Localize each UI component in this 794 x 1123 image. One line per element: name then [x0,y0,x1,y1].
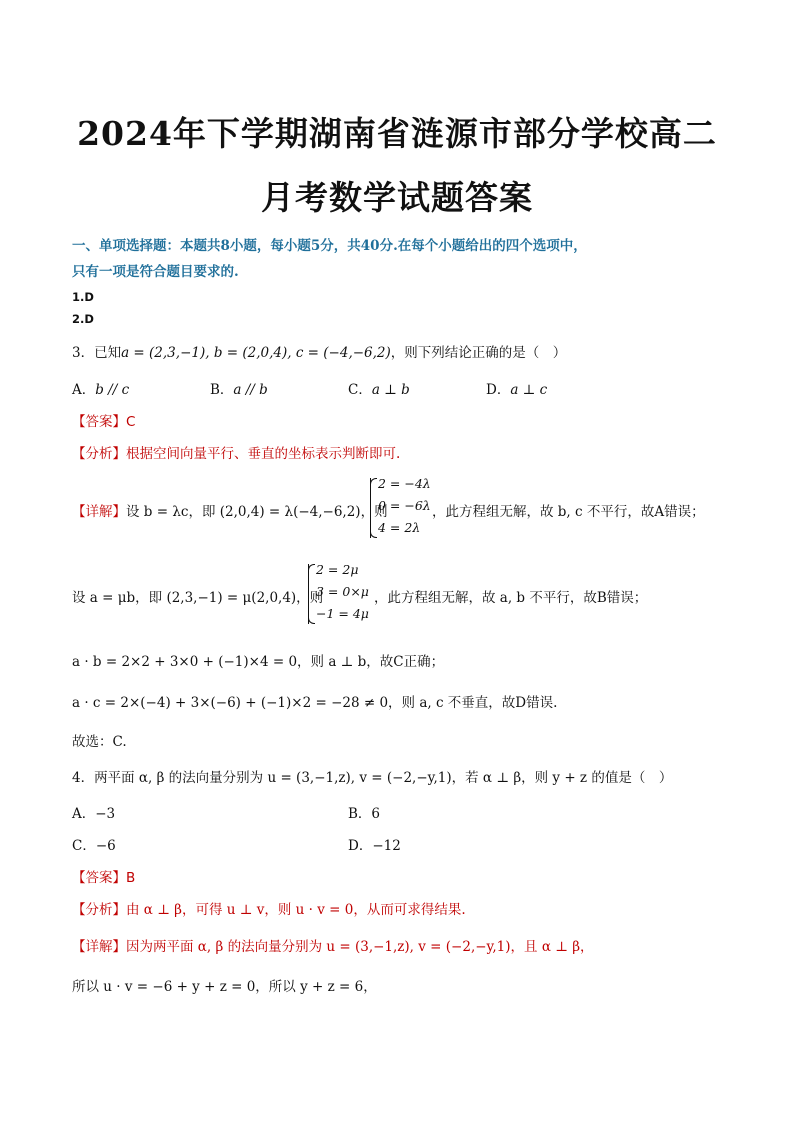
q3-option-b-text: a // b [233,382,268,398]
q3-system-2-eq2: 3 = 0×μ [316,584,369,599]
q4-detail-tag: 【详解】 [72,939,126,955]
q3-system-1-eq1: 2 = −4λ [378,476,431,491]
answer-2: 2.D [72,312,94,326]
q4-analysis-text: 由 α ⊥ β，可得 u ⊥ v，则 u · v = 0，从而可求得结果. [126,902,466,918]
q3-option-b-label: B． [210,382,234,398]
page-title-line2: 月考数学试题答案 [261,178,533,217]
q3-analysis-text: 根据空间向量平行、垂直的坐标表示判断即可. [126,446,401,462]
q3-option-b [210,378,268,398]
q3-system-1-brace [370,478,377,538]
q4-analysis-tag: 【分析】 [72,902,126,918]
q4-option-c-text: −6 [95,838,116,854]
q3-option-a [72,378,129,398]
q3-option-c-text: a ⊥ b [371,382,410,398]
q3-system-1-eq2: 0 = −6λ [378,498,431,513]
q4-detail-2: 所以 u · v = −6 + y + z = 0，所以 y + z = 6， [72,979,377,995]
q4-option-d-label: D． [348,838,373,854]
q4-option-c-label: C． [72,838,96,854]
q4-option-d-text: −12 [372,838,401,854]
q3-detail-1-pre: 设 b = λc，即 (2,0,4) = λ(−4,−6,2)，则 [126,504,388,520]
q4-stem: 4．两平面 α, β 的法向量分别为 u = (3,−1,z), v = (−2,−y,1)，若 α ⊥ β，则 y + z 的值是（ ） [72,770,673,786]
q4-option-b-label: B． [348,806,372,822]
q3-answer [72,410,135,430]
q3-stem-vectors: a = (2,3,−1), b = (2,0,4), c = (−4,−6,2) [121,345,391,361]
q3-detail-2-post: ，此方程组无解，故 a, b 不平行，故B错误； [374,590,648,606]
section-heading-line2: 只有一项是符合题目要求的. [72,264,239,280]
q3-detail-3: a · b = 2×2 + 3×0 + (−1)×4 = 0，则 a ⊥ b，故C正确； [72,654,445,670]
q3-system-2-eq3: −1 = 4μ [316,606,369,621]
q3-option-c-label: C． [348,382,372,398]
q4-option-a-label: A． [72,806,96,822]
q4-answer-value: B [126,870,136,886]
q3-option-a-text: b // c [95,382,130,398]
page-title-line1: 2024年下学期湖南省涟源市部分学校高二 [77,114,717,153]
answer-1: 1.D [72,290,94,304]
q3-system-1-eq3: 4 = 2λ [378,520,421,535]
q3-stem-suffix: ，则下列结论正确的是（ ） [390,345,567,361]
q3-stem-prefix: 3．已知 [72,345,122,361]
q4-answer [72,866,135,886]
q3-detail-1 [72,500,388,520]
q3-detail-1-post: ，此方程组无解，故 b, c 不平行，故A错误； [432,504,705,520]
q3-system-2-brace [308,564,315,624]
q3-option-a-label: A． [72,382,96,398]
q3-analysis-tag: 【分析】 [72,446,126,462]
q4-option-a [72,802,115,822]
q4-option-b [348,802,380,822]
q4-detail-1-text: 因为两平面 α, β 的法向量分别为 u = (3,−1,z), v = (−2,−y,1)，且 α ⊥ β， [126,939,594,955]
q4-option-c [72,834,116,854]
q3-detail-2 [72,586,323,606]
q3-answer-tag: 【答案】 [72,414,126,430]
q3-detail-2-pre: 设 a = μb，即 (2,3,−1) = μ(2,0,4)，则 [72,590,324,606]
section-heading-line1: 一、单项选择题：本题共8小题，每小题5分，共40分.在每个小题给出的四个选项中， [72,238,587,254]
q3-system-2-eq1: 2 = 2μ [316,562,359,577]
q3-choose: 故选：C. [72,734,127,750]
q3-stem [72,341,566,361]
q3-detail-tag: 【详解】 [72,504,126,520]
q4-option-b-text: 6 [371,806,381,822]
q3-option-d-text: a ⊥ c [510,382,548,398]
q3-option-d-label: D． [486,382,511,398]
q3-answer-value: C [126,414,136,430]
q3-detail-4: a · c = 2×(−4) + 3×(−6) + (−1)×2 = −28 ≠ 0，则 a, c 不垂直，故D错误. [72,695,558,711]
q4-answer-tag: 【答案】 [72,870,126,886]
q4-analysis [72,898,466,918]
q3-option-d [486,378,547,398]
q3-analysis [72,442,400,462]
q4-option-d [348,834,401,854]
q4-detail-1 [72,935,594,955]
q3-option-c [348,378,410,398]
q4-option-a-text: −3 [95,806,116,822]
